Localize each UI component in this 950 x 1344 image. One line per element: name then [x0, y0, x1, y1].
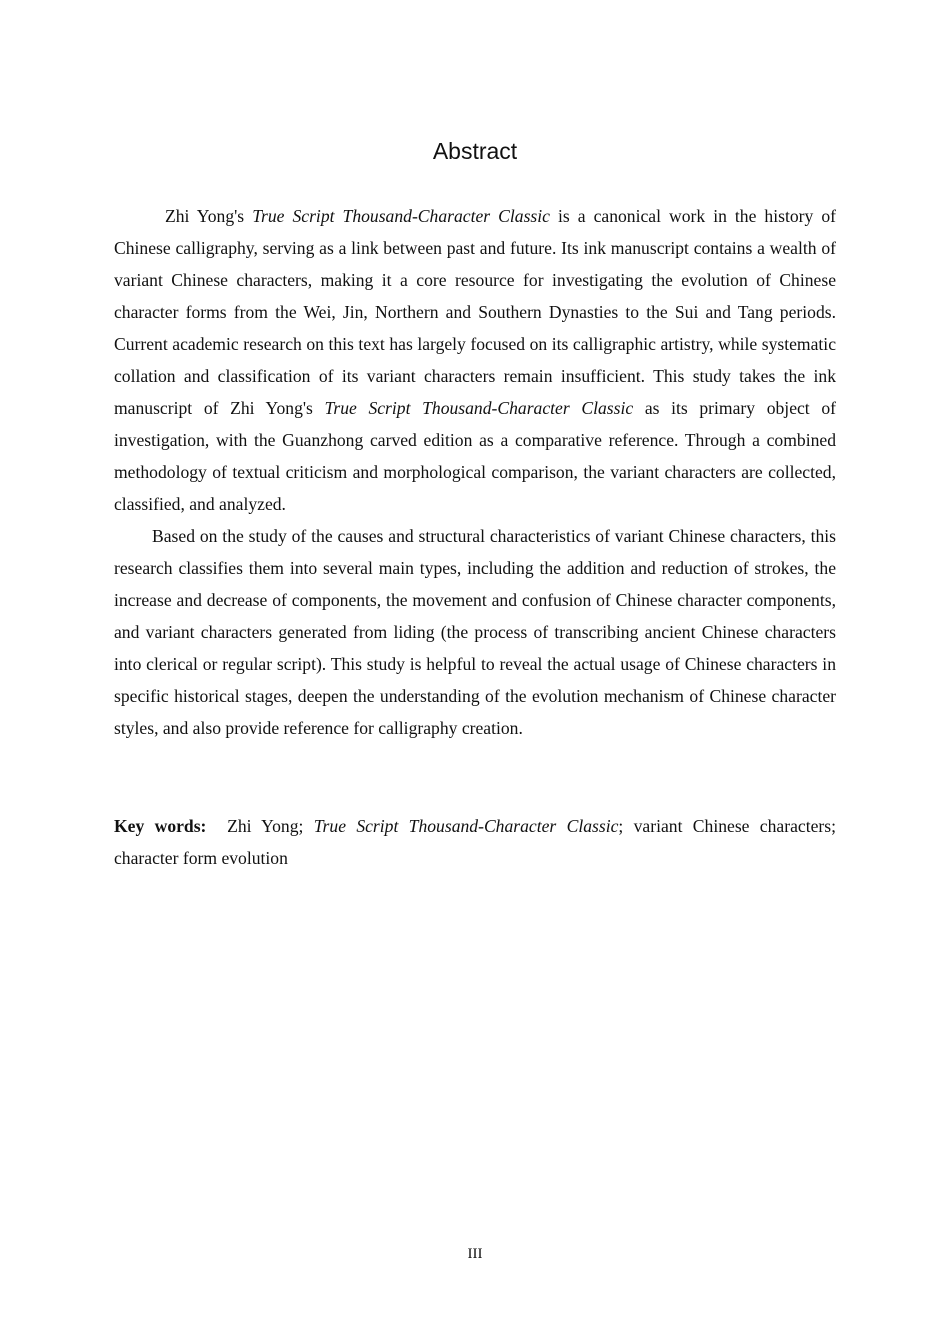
keywords-line — [114, 810, 836, 874]
keywords-title-italic: True Script Thousand-Character Classic — [313, 816, 619, 836]
page-number: III — [467, 1246, 483, 1262]
abstract-paragraph-1 — [114, 200, 836, 520]
abstract-title: Abstract — [432, 138, 518, 164]
abstract-body — [114, 200, 836, 744]
keywords-text-a: Zhi Yong; — [227, 816, 314, 836]
paragraph-1-text-e: as its primary object of investigation, with the Guanzhong carved edition as a comparative reference. Through a combined methodology of textual criticism and morphological comparison, the variant characters are collected, classified, and analyzed. — [114, 398, 836, 514]
paragraph-1-text-c: is a canonical work in the history of Chinese calligraphy, serving as a link between past and future. Its ink manuscript contains a wealth of variant Chinese characters, making it a core resource for investigating the evolution of Chinese character forms from the Wei, Jin, Northern and Southern Dynasties to the Sui and Tang periods. Current academic research on this text has largely focused on its calligraphic artistry, while systematic collation and classification of its variant characters remain insufficient. This study takes the ink manuscript of Zhi Yong's — [114, 206, 836, 418]
paragraph-1-text-a: Zhi Yong's — [165, 206, 253, 226]
paragraph-1-title-italic-1: True Script Thousand-Character Classic — [252, 206, 550, 226]
keywords-text-c: ; variant Chinese characters; character form evolution — [114, 816, 836, 868]
keywords-label: Key words: — [114, 816, 207, 836]
abstract-paragraph-2: Based on the study of the causes and structural characteristics of variant Chinese characters, this research classifies them into several main types, including the addition and reduction of strokes, the increase and decrease of components, the movement and confusion of Chinese character components, and variant characters generated from liding (the process of transcribing ancient Chinese characters into clerical or regular script). This study is helpful to reveal the actual usage of Chinese characters in specific historical stages, deepen the understanding of the evolution mechanism of Chinese character styles, and also provide reference for calligraphy creation. — [114, 526, 836, 738]
paragraph-1-title-italic-2: True Script Thousand-Character Classic — [324, 398, 634, 418]
